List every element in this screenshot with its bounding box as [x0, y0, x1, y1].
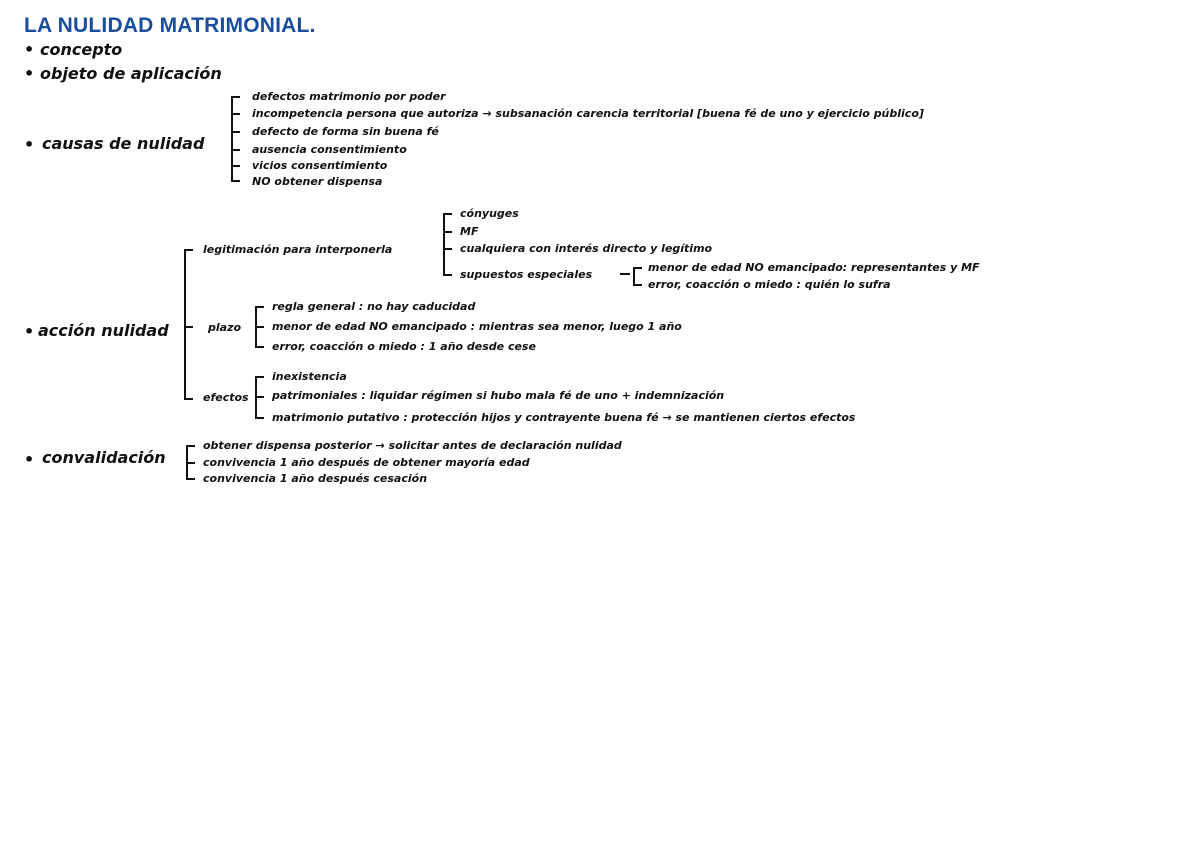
bullet-concepto: •	[24, 40, 35, 59]
causa-item: NO obtener dispensa	[252, 175, 383, 188]
causas-bracket	[232, 97, 240, 181]
causa-item: defecto de forma sin buena fé	[252, 125, 439, 138]
convalidacion-item: convivencia 1 año después cesación	[203, 472, 428, 485]
item-causas: causas de nulidad	[42, 134, 205, 153]
plazo-item: menor de edad NO emancipado : mientras sea menor, luego 1 año	[272, 320, 682, 333]
item-concepto: concepto	[40, 40, 123, 59]
bullet-accion: •	[24, 322, 35, 341]
item-convalidacion: convalidación	[42, 448, 166, 467]
convalidacion-item: obtener dispensa posterior → solicitar antes de declaración nulidad	[203, 439, 622, 452]
legitimacion-item: cónyuges	[460, 207, 519, 220]
bullet-causas: •	[24, 135, 35, 154]
especial-item: menor de edad NO emancipado: representantes y MF	[648, 261, 980, 274]
efectos-item: patrimoniales : liquidar régimen si hubo mala fé de uno + indemnización	[272, 389, 725, 402]
causa-item: incompetencia persona que autoriza → subsanación carencia territorial [buena fé de uno y ejercicio público]	[252, 107, 924, 120]
plazo-bracket	[256, 307, 264, 347]
legitimacion-item: supuestos especiales	[460, 268, 593, 281]
legitimacion-item: MF	[460, 225, 479, 238]
convalidacion-item: convivencia 1 año después de obtener mayoría edad	[203, 456, 530, 469]
plazo-item: error, coacción o miedo : 1 año desde cese	[272, 340, 536, 353]
causa-item: defectos matrimonio por poder	[252, 90, 446, 103]
especial-item: error, coacción o miedo : quién lo sufra	[648, 278, 891, 291]
plazo-item: regla general : no hay caducidad	[272, 300, 476, 313]
efectos-label: efectos	[203, 391, 249, 404]
accion-bracket	[185, 250, 193, 399]
convalidacion-bracket	[187, 446, 195, 479]
especiales-bracket	[634, 268, 642, 285]
bullet-objeto: •	[24, 64, 35, 83]
legitimacion-label: legitimación para interponerla	[203, 243, 393, 256]
page-title: LA NULIDAD MATRIMONIAL.	[24, 14, 316, 37]
efectos-bracket	[256, 377, 264, 418]
causa-item: vicios consentimiento	[252, 159, 388, 172]
item-accion: acción nulidad	[38, 321, 169, 340]
causa-item: ausencia consentimiento	[252, 143, 407, 156]
plazo-label: plazo	[208, 321, 242, 334]
item-objeto: objeto de aplicación	[40, 64, 222, 83]
legitimacion-bracket	[444, 214, 452, 275]
bullet-convalidacion: •	[24, 450, 35, 469]
efectos-item: inexistencia	[272, 370, 347, 383]
efectos-item: matrimonio putativo : protección hijos y contrayente buena fé → se mantienen ciertos efectos	[272, 411, 856, 424]
legitimacion-item: cualquiera con interés directo y legítimo	[460, 242, 713, 255]
